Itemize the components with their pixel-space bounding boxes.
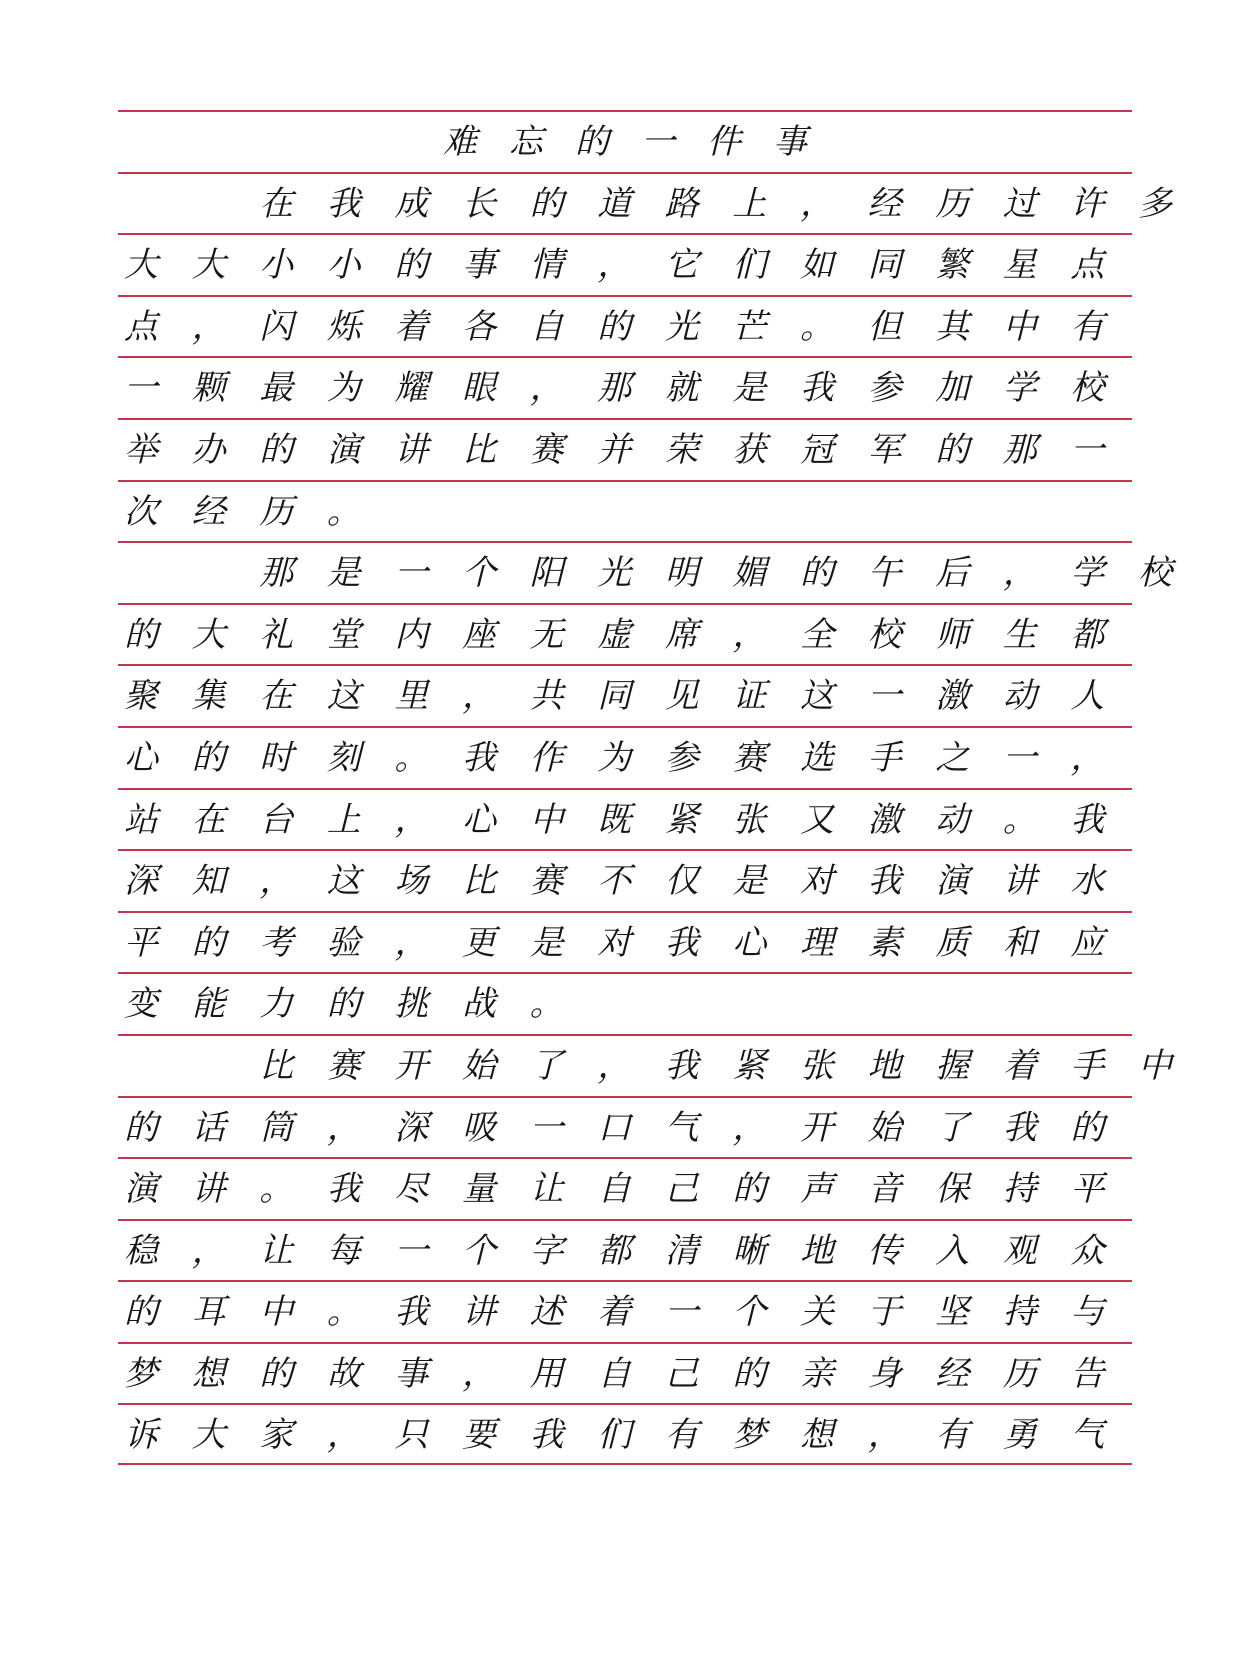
- essay-title: 难忘的一件事: [443, 122, 839, 162]
- line-text: 在我成长的道路上，经历过许多: [124, 183, 1206, 224]
- line-text: 诉大家，只要我们有梦想，有勇气: [124, 1415, 1138, 1456]
- text-line: [118, 664, 1138, 726]
- line-text: 演讲。我尽量让自己的声音保持平: [124, 1169, 1138, 1210]
- line-text: 稳，让每一个字都清晰地传入观众: [124, 1230, 1138, 1271]
- text-line: [118, 1403, 1138, 1465]
- text-line: [118, 972, 1132, 1034]
- text-line: [118, 480, 1132, 542]
- text-line: [118, 295, 1138, 357]
- line-text: 深知，这场比赛不仅是对我演讲水: [124, 861, 1138, 902]
- text-line: [118, 541, 1206, 603]
- line-text: 点，闪烁着各自的光芒。但其中有: [124, 306, 1138, 347]
- text-line: [118, 1157, 1138, 1219]
- line-text: 心的时刻。我作为参赛选手之一，: [124, 737, 1138, 778]
- line-text: 站在台上，心中既紧张又激动。我: [124, 799, 1138, 840]
- line-text: 梦想的故事，用自己的亲身经历告: [124, 1353, 1138, 1394]
- text-line: [118, 911, 1138, 973]
- line-text: 一颗最为耀眼，那就是我参加学校: [124, 368, 1138, 409]
- line-text: 的话筒，深吸一口气，开始了我的: [124, 1107, 1138, 1148]
- line-text: 次经历。: [124, 491, 395, 532]
- text-line: [118, 1219, 1138, 1281]
- line-text: 变能力的挑战。: [124, 984, 598, 1025]
- line-text: 比赛开始了，我紧张地握着手中: [124, 1045, 1206, 1086]
- text-line: [118, 1034, 1206, 1096]
- text-line: [118, 849, 1138, 911]
- title-row: [118, 110, 1132, 172]
- lined-paper: [118, 110, 1206, 1465]
- text-line: [118, 726, 1138, 788]
- text-line: [118, 1280, 1138, 1342]
- text-line: [118, 603, 1138, 665]
- text-line: [118, 356, 1138, 418]
- text-line: [118, 1342, 1138, 1404]
- line-text: 大大小小的事情，它们如同繁星点: [124, 245, 1138, 286]
- text-line: [118, 233, 1138, 295]
- text-line: [118, 418, 1138, 480]
- line-text: 聚集在这里，共同见证这一激动人: [124, 676, 1138, 717]
- text-line: [118, 172, 1206, 234]
- text-line: [118, 788, 1138, 850]
- line-text: 平的考验，更是对我心理素质和应: [124, 922, 1138, 963]
- line-text: 举办的演讲比赛并荣获冠军的那一: [124, 429, 1138, 470]
- line-text: 的耳中。我讲述着一个关于坚持与: [124, 1292, 1138, 1333]
- line-text: 的大礼堂内座无虚席，全校师生都: [124, 614, 1138, 655]
- text-line: [118, 1096, 1138, 1158]
- line-text: 那是一个阳光明媚的午后，学校: [124, 553, 1206, 594]
